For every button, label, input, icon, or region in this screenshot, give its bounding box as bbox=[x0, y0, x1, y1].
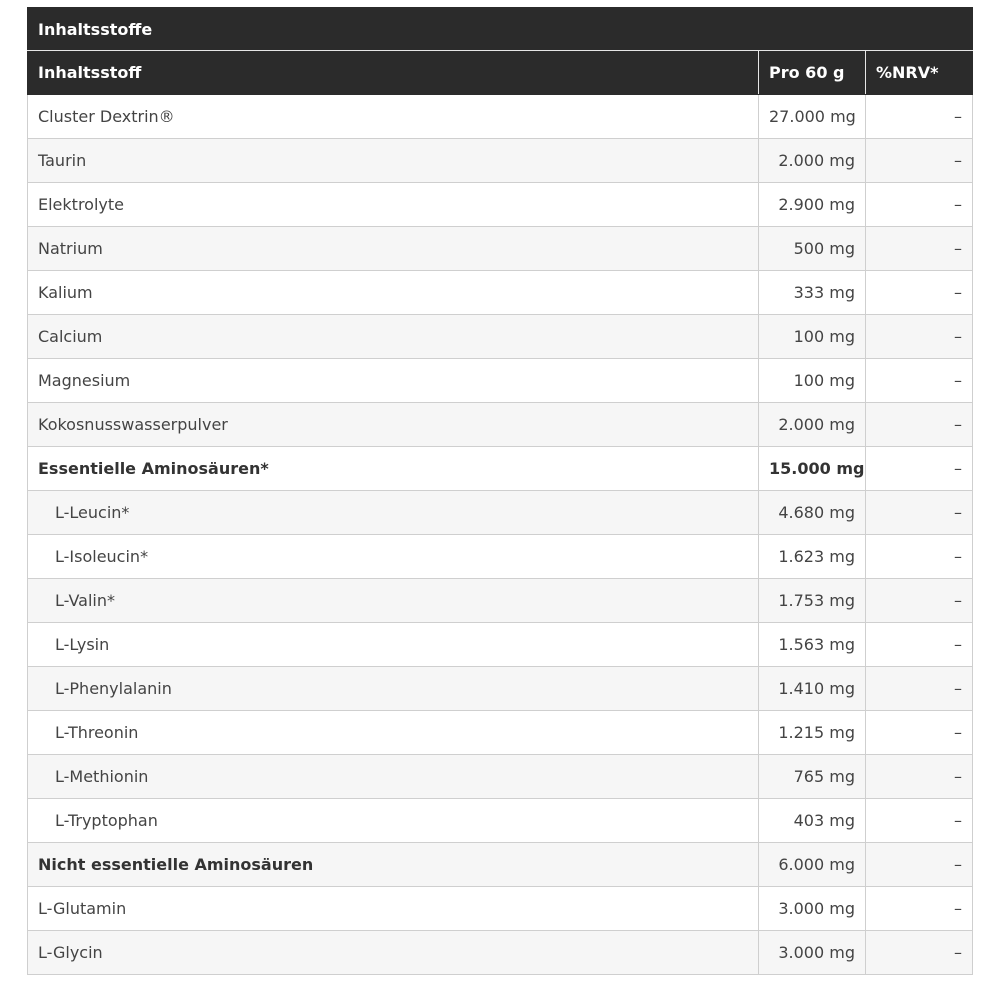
table-row bbox=[28, 799, 973, 843]
ingredient-amount: 333 mg bbox=[759, 271, 866, 315]
ingredient-name: L-Tryptophan bbox=[28, 799, 759, 843]
ingredient-amount: 2.900 mg bbox=[759, 183, 866, 227]
ingredient-nrv: – bbox=[866, 799, 973, 843]
ingredient-name: L-Methionin bbox=[28, 755, 759, 799]
ingredient-name: Elektrolyte bbox=[28, 183, 759, 227]
ingredient-nrv: – bbox=[866, 359, 973, 403]
ingredient-amount: 1.563 mg bbox=[759, 623, 866, 667]
ingredient-name: Natrium bbox=[28, 227, 759, 271]
ingredient-nrv: – bbox=[866, 667, 973, 711]
table-row bbox=[28, 579, 973, 623]
table-row bbox=[28, 139, 973, 183]
ingredient-name: Taurin bbox=[28, 139, 759, 183]
ingredient-name: L-Isoleucin* bbox=[28, 535, 759, 579]
ingredient-nrv: – bbox=[866, 491, 973, 535]
ingredient-amount: 4.680 mg bbox=[759, 491, 866, 535]
ingredient-name: L-Valin* bbox=[28, 579, 759, 623]
table-title: Inhaltsstoffe bbox=[28, 8, 973, 51]
ingredient-nrv: – bbox=[866, 623, 973, 667]
table-row bbox=[28, 887, 973, 931]
table-title-row bbox=[28, 8, 973, 51]
ingredient-group-name: Nicht essentielle Aminosäuren bbox=[28, 843, 759, 887]
table-row bbox=[28, 931, 973, 975]
ingredient-amount: 403 mg bbox=[759, 799, 866, 843]
ingredient-amount: 3.000 mg bbox=[759, 887, 866, 931]
ingredient-amount: 100 mg bbox=[759, 315, 866, 359]
table-row bbox=[28, 95, 973, 139]
ingredient-name: L-Threonin bbox=[28, 711, 759, 755]
ingredient-amount: 1.215 mg bbox=[759, 711, 866, 755]
ingredient-nrv: – bbox=[866, 579, 973, 623]
ingredient-amount: 1.623 mg bbox=[759, 535, 866, 579]
ingredient-nrv: – bbox=[866, 139, 973, 183]
ingredient-amount: 1.753 mg bbox=[759, 579, 866, 623]
table-row bbox=[28, 183, 973, 227]
table-row bbox=[28, 491, 973, 535]
ingredient-nrv: – bbox=[866, 271, 973, 315]
ingredient-name: L-Glycin bbox=[28, 931, 759, 975]
ingredient-nrv: – bbox=[866, 535, 973, 579]
ingredient-name: Cluster Dextrin® bbox=[28, 95, 759, 139]
ingredient-amount: 765 mg bbox=[759, 755, 866, 799]
ingredient-nrv: – bbox=[866, 887, 973, 931]
ingredient-nrv: – bbox=[866, 843, 973, 887]
ingredient-name: L-Glutamin bbox=[28, 887, 759, 931]
ingredient-amount: 500 mg bbox=[759, 227, 866, 271]
ingredient-group-amount: 15.000 mg bbox=[759, 447, 866, 491]
ingredient-amount: 3.000 mg bbox=[759, 931, 866, 975]
table-row bbox=[28, 667, 973, 711]
ingredient-nrv: – bbox=[866, 755, 973, 799]
table-row bbox=[28, 227, 973, 271]
table-row bbox=[28, 271, 973, 315]
column-header-amount: Pro 60 g bbox=[759, 51, 866, 95]
ingredient-nrv: – bbox=[866, 227, 973, 271]
ingredient-name: Magnesium bbox=[28, 359, 759, 403]
table-row-group-header bbox=[28, 843, 973, 887]
table-row bbox=[28, 359, 973, 403]
column-header-ingredient: Inhaltsstoff bbox=[28, 51, 759, 95]
ingredient-amount: 100 mg bbox=[759, 359, 866, 403]
ingredient-amount: 2.000 mg bbox=[759, 139, 866, 183]
table-row bbox=[28, 755, 973, 799]
table-row bbox=[28, 403, 973, 447]
ingredient-group-name: Essentielle Aminosäuren* bbox=[28, 447, 759, 491]
ingredient-name: Calcium bbox=[28, 315, 759, 359]
table-row bbox=[28, 315, 973, 359]
table-row-group-header bbox=[28, 447, 973, 491]
ingredient-nrv: – bbox=[866, 931, 973, 975]
ingredient-nrv: – bbox=[866, 711, 973, 755]
ingredient-name: L-Leucin* bbox=[28, 491, 759, 535]
ingredient-nrv: – bbox=[866, 447, 973, 491]
ingredient-nrv: – bbox=[866, 95, 973, 139]
table-row bbox=[28, 623, 973, 667]
table-row bbox=[28, 535, 973, 579]
ingredient-amount: 27.000 mg bbox=[759, 95, 866, 139]
ingredient-name: L-Lysin bbox=[28, 623, 759, 667]
table-header-row bbox=[28, 51, 973, 95]
ingredient-amount: 2.000 mg bbox=[759, 403, 866, 447]
ingredient-group-amount: 6.000 mg bbox=[759, 843, 866, 887]
ingredient-name: L-Phenylalanin bbox=[28, 667, 759, 711]
ingredient-name: Kalium bbox=[28, 271, 759, 315]
column-header-nrv: %NRV* bbox=[866, 51, 973, 95]
ingredient-name: Kokosnusswasserpulver bbox=[28, 403, 759, 447]
ingredient-nrv: – bbox=[866, 403, 973, 447]
ingredient-nrv: – bbox=[866, 315, 973, 359]
ingredient-amount: 1.410 mg bbox=[759, 667, 866, 711]
ingredients-table bbox=[27, 7, 973, 975]
table-row bbox=[28, 711, 973, 755]
ingredient-nrv: – bbox=[866, 183, 973, 227]
